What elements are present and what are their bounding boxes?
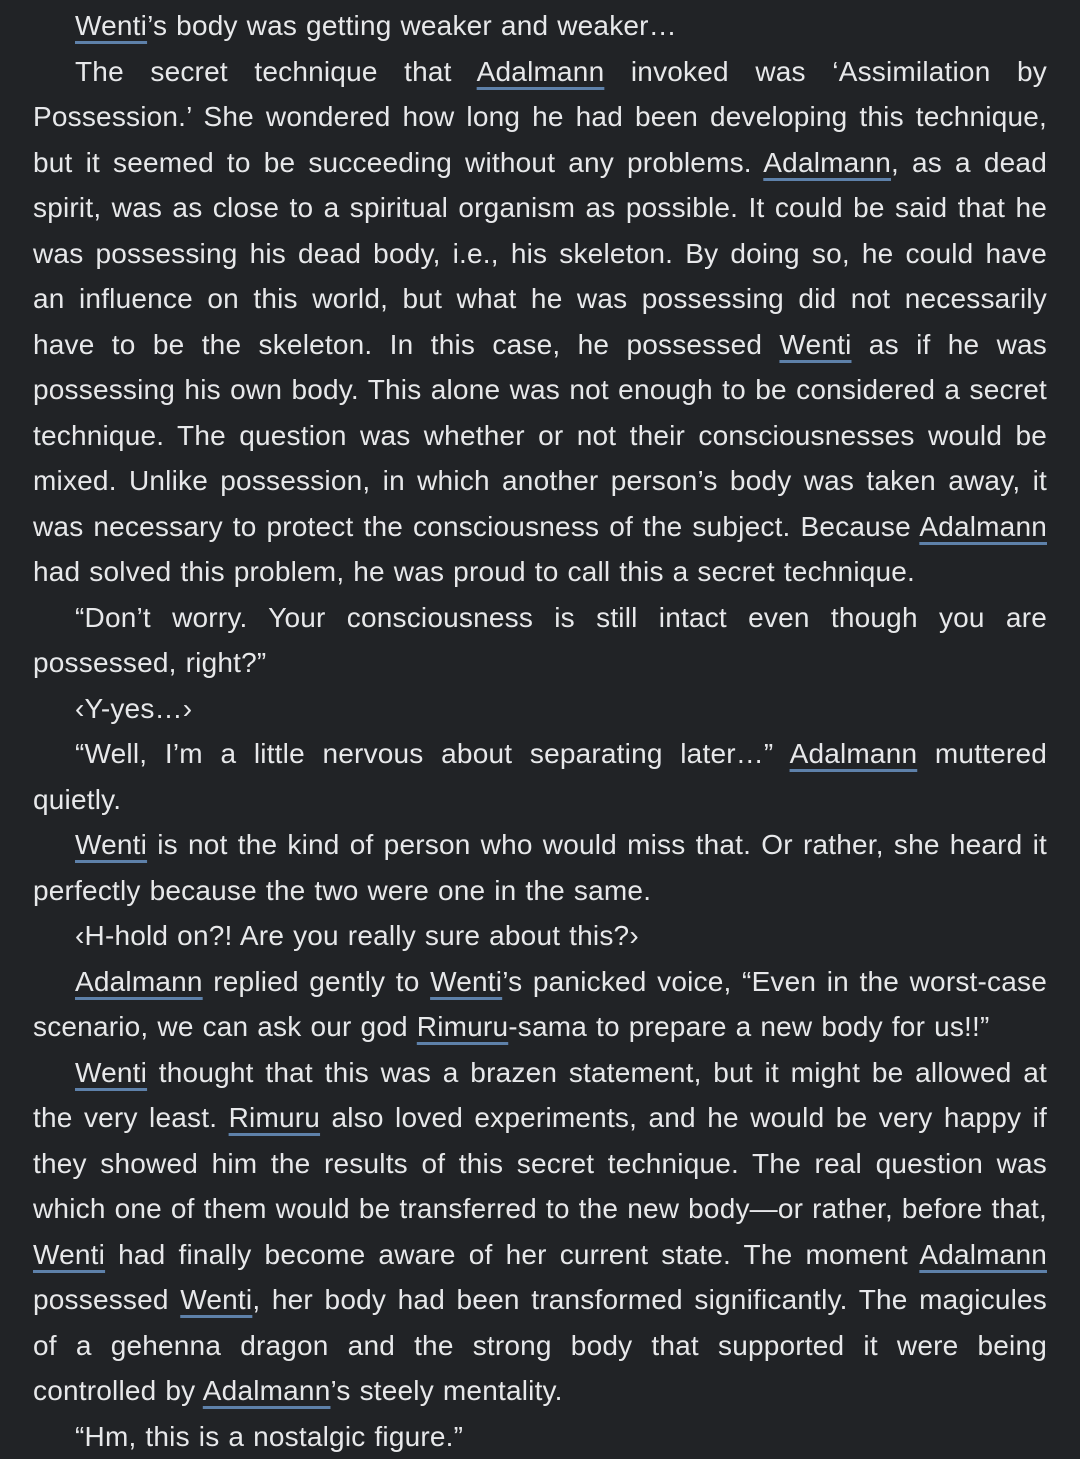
paragraph <box>33 49 1047 595</box>
character-link[interactable]: Adalmann <box>203 1375 331 1406</box>
character-link[interactable]: Adalmann <box>919 511 1047 542</box>
paragraph <box>33 595 1047 686</box>
paragraph <box>33 3 1047 49</box>
character-link[interactable]: Adalmann <box>790 738 918 769</box>
character-link[interactable]: Wenti <box>75 829 147 860</box>
paragraph <box>33 1414 1047 1459</box>
text-segment: had finally become aware of her current state. The moment <box>105 1239 919 1270</box>
text-segment: “Hm, this is a nostalgic figure.” <box>75 1421 463 1452</box>
text-segment: , her body had been transformed significantly. The magicules of a gehenna dragon and the strong body that supported it were being controlled by <box>33 1284 1047 1406</box>
text-segment: -sama to prepare a new body for us!!” <box>508 1011 989 1042</box>
text-segment: ’s steely mentality. <box>330 1375 562 1406</box>
character-link[interactable]: Adalmann <box>75 966 203 997</box>
text-segment: possessed <box>33 1284 180 1315</box>
text-segment: The secret technique that <box>75 56 477 87</box>
text-segment: thought that this was a brazen statement, but it might be allowed at the very least. <box>33 1057 1047 1134</box>
character-link[interactable]: Rimuru <box>417 1011 508 1042</box>
text-segment: ’s body was getting weaker and weaker… <box>147 10 677 41</box>
text-segment: as if he was possessing his own body. This alone was not enough to be considered a secret technique. The question was whether or not their consciousnesses would be mixed. Unlike possession, in which another person’s body was taken away, it was necessary to protect the consciousness of the subject. Because <box>33 329 1047 542</box>
text-segment: “Don’t worry. Your consciousness is still intact even though you are possessed, right?” <box>33 602 1047 679</box>
text-segment: ’s panicked voice, “Even in the worst-case scenario, we can ask our god <box>33 966 1047 1043</box>
text-segment: had solved this problem, he was proud to call this a secret technique. <box>33 556 915 587</box>
character-link[interactable]: Adalmann <box>763 147 891 178</box>
paragraph <box>33 913 1047 959</box>
text-segment: muttered quietly. <box>33 738 1047 815</box>
paragraph <box>33 731 1047 822</box>
text-segment: also loved experiments, and he would be very happy if they showed him the results of this secret technique. The real question was which one of them would be transferred to the new body—or rather, before that, <box>33 1102 1047 1224</box>
paragraph <box>33 959 1047 1050</box>
text-segment: is not the kind of person who would miss that. Or rather, she heard it perfectly because the two were one in the same. <box>33 829 1047 906</box>
character-link[interactable]: Rimuru <box>229 1102 320 1133</box>
text-segment: invoked was ‘Assimilation by Possession.’ She wondered how long he had been developing this technique, but it seemed to be succeeding without any problems. <box>33 56 1047 178</box>
text-segment: “Well, I’m a little nervous about separating later…” <box>75 738 790 769</box>
paragraph <box>33 822 1047 913</box>
text-segment: replied gently to <box>203 966 430 997</box>
text-segment: , as a dead spirit, was as close to a spiritual organism as possible. It could be said that he was possessing his dead body, i.e., his skeleton. By doing so, he could have an influence on this world, but what he was possessing did not necessarily have to be the skeleton. In this case, he possessed <box>33 147 1047 360</box>
character-link[interactable]: Wenti <box>75 1057 147 1088</box>
character-link[interactable]: Wenti <box>33 1239 105 1270</box>
character-link[interactable]: Adalmann <box>919 1239 1047 1270</box>
text-segment: ‹H-hold on?! Are you really sure about this?› <box>75 920 639 951</box>
text-segment: ‹Y-yes…› <box>75 693 192 724</box>
character-link[interactable]: Wenti <box>180 1284 252 1315</box>
paragraph <box>33 686 1047 732</box>
paragraph <box>33 1050 1047 1414</box>
character-link[interactable]: Wenti <box>430 966 502 997</box>
character-link[interactable]: Adalmann <box>477 56 605 87</box>
character-link[interactable]: Wenti <box>779 329 851 360</box>
character-link[interactable]: Wenti <box>75 10 147 41</box>
